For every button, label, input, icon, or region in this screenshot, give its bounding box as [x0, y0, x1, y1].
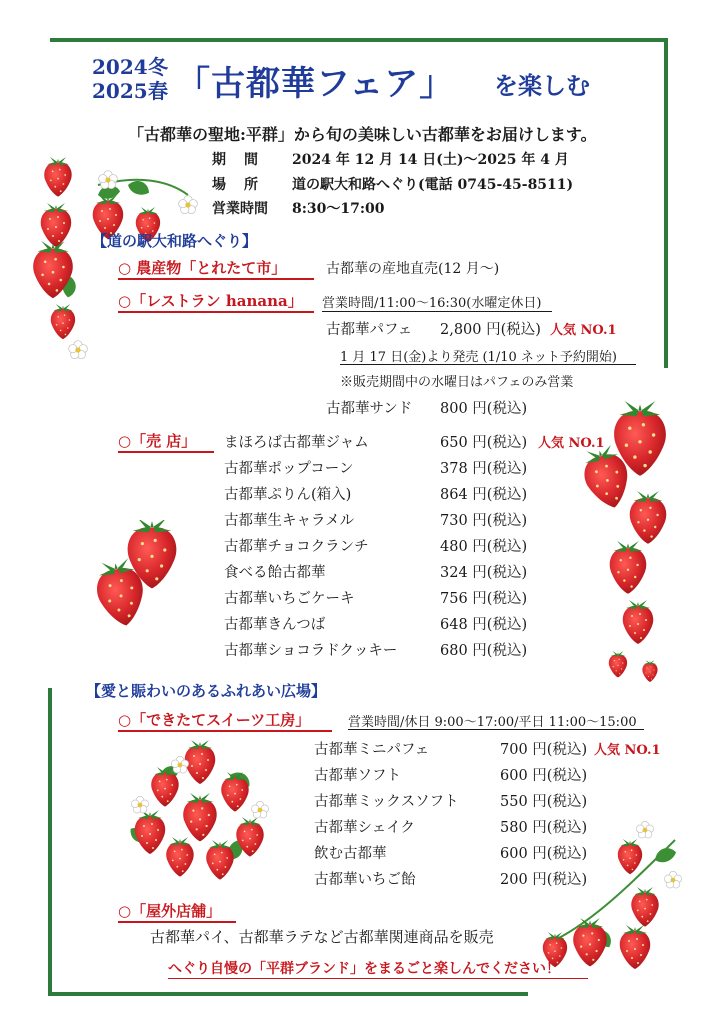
- lead-text: 「古都華の聖地:平群」から旬の美味しい古都華をお届けします。: [128, 125, 597, 144]
- shop-label-underline: [118, 451, 214, 453]
- shop-item-price: 730 円(税込): [440, 513, 528, 529]
- shop-item-name: 食べる飴古都華: [224, 565, 326, 581]
- sweets-item-price: 600 円(税込): [500, 846, 588, 862]
- sweets-workshop-hours: 営業時間/休日 9:00～17:00/平日 11:00～15:00: [348, 715, 637, 730]
- strawberry-icon: [92, 520, 192, 635]
- sweets-item-name: 古都華ソフト: [314, 768, 401, 784]
- page-title-suffix: を楽しむ: [494, 71, 590, 100]
- parfait-release-underline: [340, 364, 636, 365]
- frame-top-border: [50, 38, 666, 42]
- parfait-wednesday-note: ※販売期間中の水曜日はパフェのみ営業: [340, 375, 574, 390]
- sweets-workshop-underline: [118, 730, 332, 732]
- market-description: 古都華の産地直売(12 月～): [326, 261, 500, 277]
- sweets-item-name: 古都華ミニパフェ: [314, 742, 430, 758]
- shop-item-price: 650 円(税込): [440, 435, 528, 451]
- page-title: 「古都華フェア」: [176, 64, 455, 104]
- section-heading-fureai-plaza: 【愛と賑わいのあるふれあい広場】: [86, 682, 327, 700]
- sweets-item-price: 600 円(税込): [500, 768, 588, 784]
- frame-right-border: [664, 38, 668, 368]
- sweets-workshop-label: ○「できたてスイーツ工房」: [118, 711, 311, 729]
- restaurant-hours: 営業時間/11:00～16:30(水曜定休日): [322, 296, 542, 311]
- shop-item-price: 864 円(税込): [440, 487, 528, 503]
- restaurant-hours-underline: [322, 311, 552, 312]
- shop-item-name: 古都華チョコクランチ: [224, 539, 369, 555]
- sweets-item-name: 飲む古都華: [314, 846, 387, 862]
- restaurant-label: ○「レストラン hanana」: [118, 292, 303, 310]
- shop-item-price: 480 円(税込): [440, 539, 528, 555]
- parfait-release-note: 1 月 17 日(金)より発売 (1/10 ネット予約開始): [340, 350, 617, 365]
- info-key-period: 期 間: [212, 152, 260, 168]
- outdoor-stores-description: 古都華パイ、古都華ラテなど古都華関連商品を販売: [150, 928, 494, 946]
- season-spring: 春: [148, 79, 168, 103]
- frame-bottom-border: [48, 992, 528, 996]
- info-value-hours: 8:30～17:00: [292, 201, 385, 217]
- footer-message: へぐり自慢の「平群ブランド」をまるごと楽しんでください！: [168, 961, 560, 977]
- market-label: ○ 農産物「とれたて市」: [118, 259, 287, 277]
- sweets-item-name: 古都華いちご飴: [314, 872, 416, 888]
- info-key-place: 場 所: [212, 177, 260, 193]
- popular-badge: 人気 NO.1: [550, 323, 617, 338]
- shop-item-name: 古都華ぷりん(箱入): [224, 487, 352, 503]
- restaurant-item-name: 古都華パフェ: [326, 322, 413, 338]
- restaurant-item-price: 2,800 円(税込): [440, 322, 541, 338]
- info-key-hours: 営業時間: [212, 201, 268, 217]
- shop-label: ○「売 店」: [118, 432, 197, 450]
- popular-badge: 人気 NO.1: [594, 743, 661, 758]
- shop-item-price: 324 円(税込): [440, 565, 528, 581]
- info-value-period: 2024 年 12 月 14 日(土)～2025 年 4 月: [292, 152, 569, 168]
- shop-item-price: 378 円(税込): [440, 461, 528, 477]
- shop-item-name: 古都華ショコラドクッキー: [224, 643, 398, 659]
- sweets-item-price: 700 円(税込): [500, 742, 588, 758]
- shop-item-name: 古都華きんつば: [224, 617, 326, 633]
- sweets-item-price: 200 円(税込): [500, 872, 588, 888]
- outdoor-stores-underline: [118, 921, 236, 923]
- shop-item-name: 古都華生キャラメル: [224, 513, 355, 529]
- restaurant-item-price: 800 円(税込): [440, 401, 528, 417]
- shop-item-name: 古都華いちごケーキ: [224, 591, 355, 607]
- section-heading-michinoeki: 【道の駅大和路へぐり】: [92, 232, 258, 250]
- shop-item-name: まほろば古都華ジャム: [224, 435, 369, 451]
- market-label-underline: [118, 278, 314, 280]
- season-winter: 冬: [148, 55, 168, 79]
- frame-left-border: [48, 688, 52, 994]
- restaurant-item-name: 古都華サンド: [326, 401, 413, 417]
- shop-item-price: 756 円(税込): [440, 591, 528, 607]
- year-2024: 2024: [92, 55, 148, 79]
- popular-badge: 人気 NO.1: [538, 436, 605, 451]
- footer-message-underline: [168, 978, 588, 979]
- shop-item-price: 648 円(税込): [440, 617, 528, 633]
- sweets-item-name: 古都華ミックスソフト: [314, 794, 459, 810]
- sweets-item-price: 550 円(税込): [500, 794, 588, 810]
- info-value-place: 道の駅大和路へぐり(電話 0745-45-8511): [292, 177, 574, 193]
- restaurant-label-underline: [118, 311, 314, 313]
- outdoor-stores-label: ○「屋外店舗」: [118, 902, 222, 920]
- year-2025: 2025: [92, 79, 148, 103]
- sweets-item-price: 580 円(税込): [500, 820, 588, 836]
- sweets-item-name: 古都華シェイク: [314, 820, 415, 836]
- sweets-workshop-hours-underline: [348, 729, 644, 730]
- shop-item-name: 古都華ポップコーン: [224, 461, 354, 477]
- strawberry-wreath-icon: [120, 740, 280, 890]
- shop-item-price: 680 円(税込): [440, 643, 528, 659]
